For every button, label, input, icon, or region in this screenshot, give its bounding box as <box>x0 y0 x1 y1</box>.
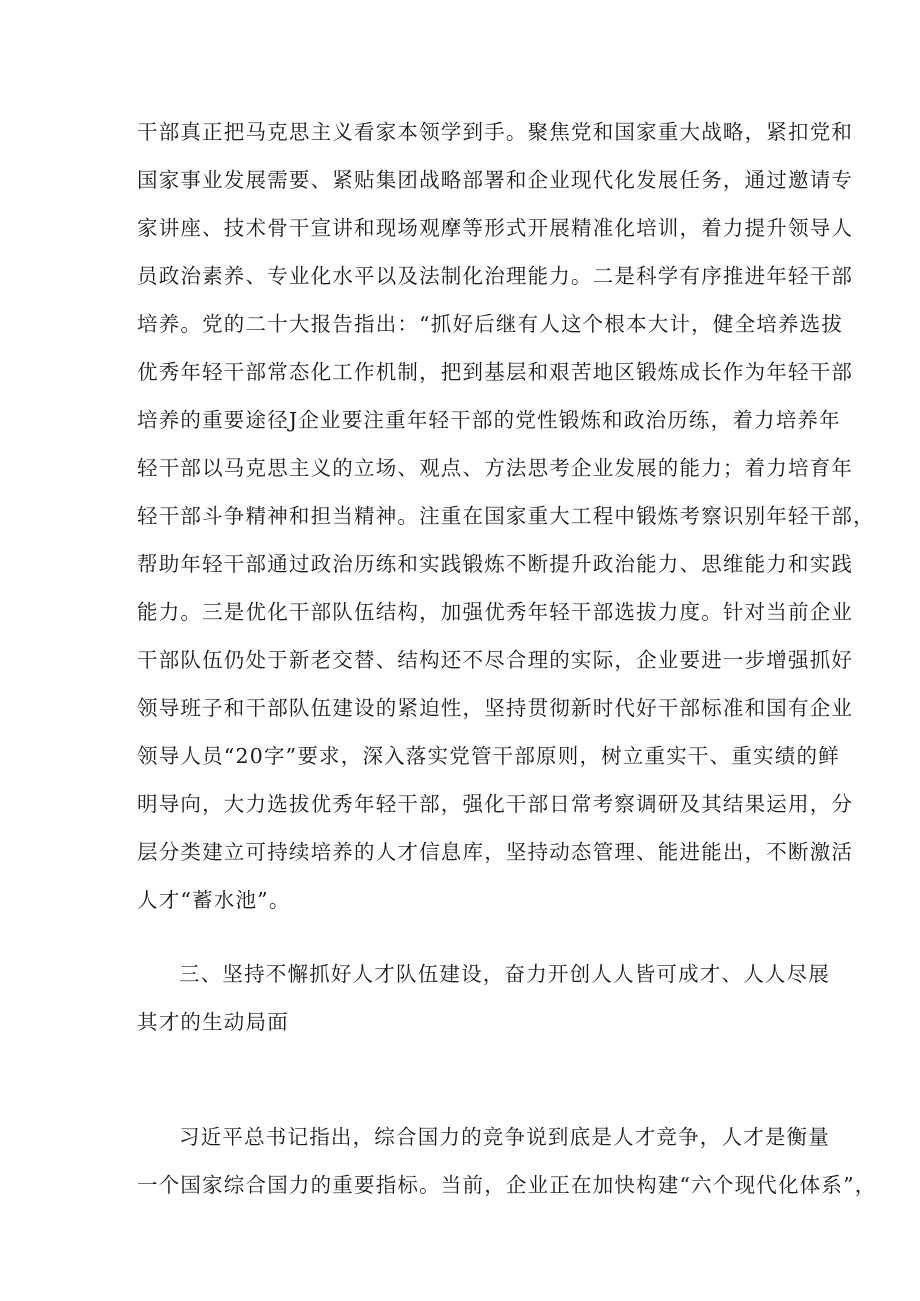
paragraph-line: 轻干部斗争精神和担当精神。注重在国家重大工程中锻炼考察识别年轻干部， <box>137 504 875 528</box>
paragraph-line: 国家事业发展需要、紧贴集团战略部署和企业现代化发展任务，通过邀请专 <box>137 168 854 192</box>
paragraph-line: 帮助年轻干部通过政治历练和实践锻炼不断提升政治能力、思维能力和实践 <box>137 552 854 576</box>
paragraph-line: 一个国家综合国力的重要指标。当前，企业正在加快构建“六个现代化体系”， <box>137 1173 877 1197</box>
paragraph-line: 优秀年轻干部常态化工作机制，把到基层和艰苦地区锻炼成长作为年轻干部 <box>137 360 854 384</box>
heading-line: 其才的生动局面 <box>137 1010 289 1034</box>
heading-line: 三、坚持不懈抓好人才队伍建设，奋力开创人人皆可成才、人人尽展 <box>179 962 830 986</box>
paragraph-line: 干部真正把马克思主义看家本领学到手。聚焦党和国家重大战略，紧扣党和 <box>137 120 854 144</box>
paragraph-line: 层分类建立可持续培养的人才信息库，坚持动态管理、能进能出，不断激活 <box>137 840 854 864</box>
paragraph-line: 能力。三是优化干部队伍结构，加强优秀年轻干部选拔力度。针对当前企业 <box>137 600 854 624</box>
paragraph-line: 培养的重要途径J企业要注重年轻干部的党性锻炼和政治历练，着力培养年 <box>137 408 841 432</box>
paragraph-line: 员政治素养、专业化水平以及法制化治理能力。二是科学有序推进年轻干部 <box>137 264 854 288</box>
paragraph-line: 领导人员“20字”要求，深入落实党管干部原则，树立重实干、重实绩的鲜 <box>137 744 840 768</box>
paragraph-line: 干部队伍仍处于新老交替、结构还不尽合理的实际，企业要进一步增强抓好 <box>137 648 854 672</box>
paragraph-line: 人才“蓄水池”。 <box>137 888 291 912</box>
paragraph-line: 轻干部以马克思主义的立场、观点、方法思考企业发展的能力；着力培育年 <box>137 456 854 480</box>
paragraph-line: 培养。党的二十大报告指出：“抓好后继有人这个根本大计，健全培养选拔 <box>137 312 844 336</box>
paragraph-line: 家讲座、技术骨干宣讲和现场观摩等形式开展精准化培训，着力提升领导人 <box>137 216 854 240</box>
paragraph-line: 明导向，大力选拔优秀年轻干部，强化干部日常考察调研及其结果运用，分 <box>137 792 854 816</box>
paragraph-line: 习近平总书记指出，综合国力的竞争说到底是人才竞争，人才是衡量 <box>179 1125 830 1149</box>
paragraph-line: 领导班子和干部队伍建设的紧迫性，坚持贯彻新时代好干部标准和国有企业 <box>137 696 854 720</box>
